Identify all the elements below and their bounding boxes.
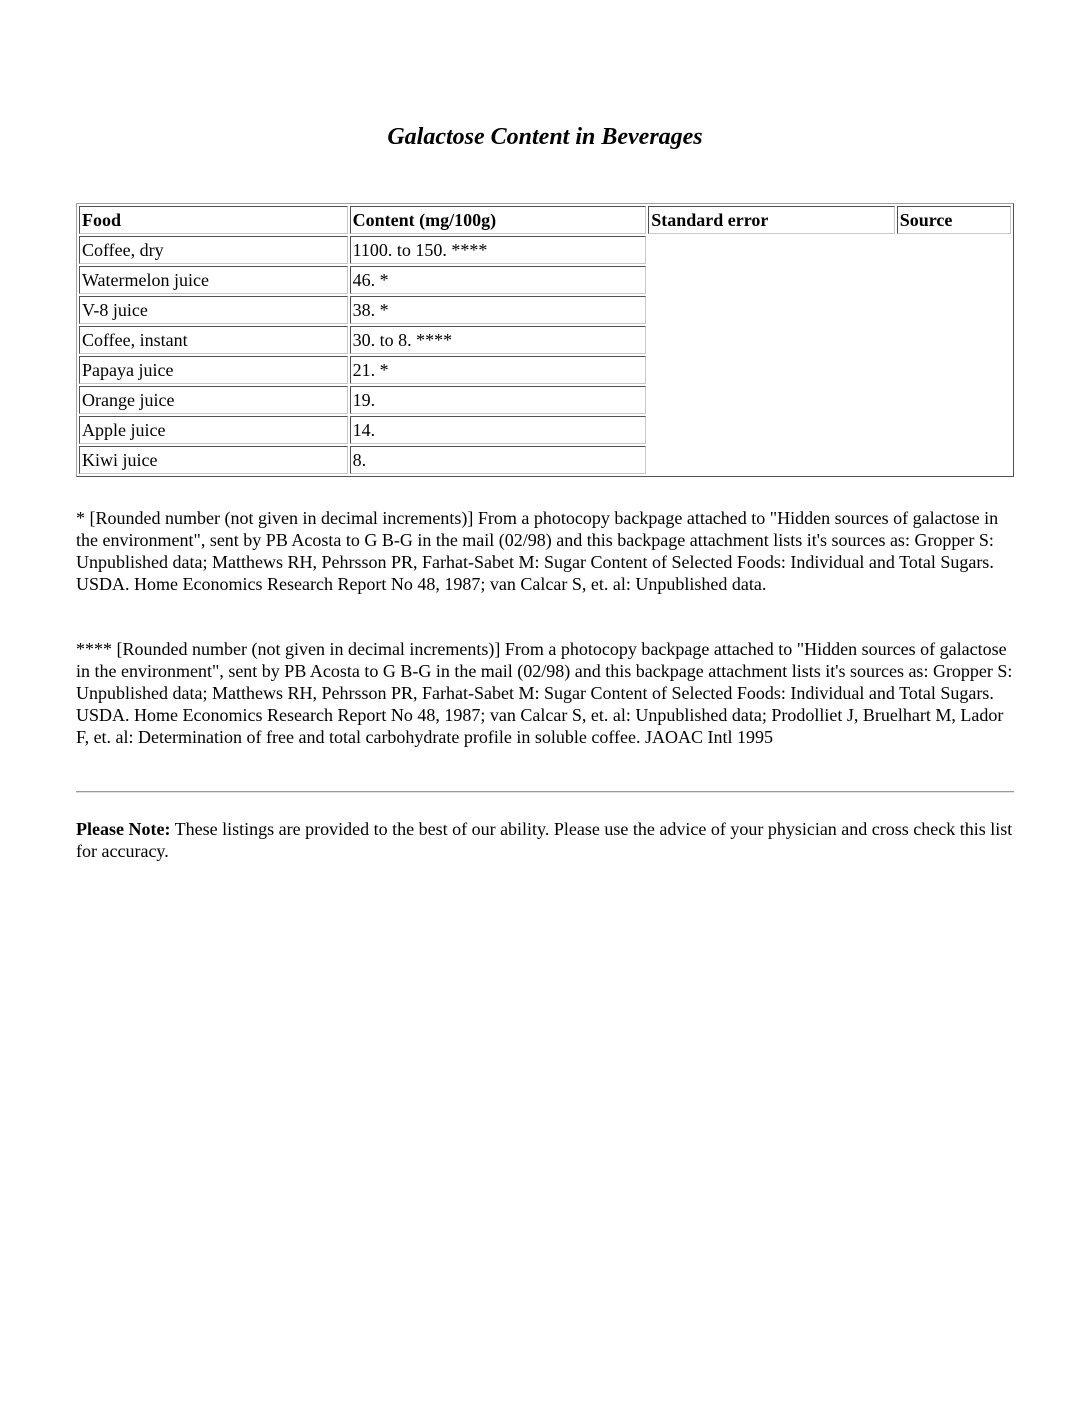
source-cell — [897, 326, 1011, 354]
please-note-label: Please Note: — [76, 819, 171, 839]
table-row — [79, 386, 1011, 414]
food-cell: V-8 juice — [79, 296, 348, 324]
table-row — [79, 236, 1011, 264]
food-cell: Coffee, instant — [79, 326, 348, 354]
content-cell: 21. * — [350, 356, 647, 384]
table-row — [79, 416, 1011, 444]
horizontal-divider — [76, 791, 1014, 793]
food-cell: Papaya juice — [79, 356, 348, 384]
content-cell: 8. — [350, 446, 647, 474]
content-cell: 38. * — [350, 296, 647, 324]
content-cell: 1100. to 150. **** — [350, 236, 647, 264]
source-cell — [897, 296, 1011, 324]
source-cell — [897, 386, 1011, 414]
food-cell: Coffee, dry — [79, 236, 348, 264]
header-source: Source — [897, 206, 1011, 234]
please-note-text: These listings are provided to the best of our ability. Please use the advice of your physician and cross check this list for accuracy. — [76, 819, 1013, 861]
content-cell: 14. — [350, 416, 647, 444]
standard-error-cell — [648, 236, 895, 264]
standard-error-cell — [648, 386, 895, 414]
content-cell: 46. * — [350, 266, 647, 294]
standard-error-cell — [648, 266, 895, 294]
table-header-row — [79, 206, 1011, 234]
standard-error-cell — [648, 356, 895, 384]
table-row — [79, 356, 1011, 384]
standard-error-cell — [648, 446, 895, 474]
source-cell — [897, 266, 1011, 294]
content-cell: 19. — [350, 386, 647, 414]
table-row — [79, 266, 1011, 294]
food-cell: Watermelon juice — [79, 266, 348, 294]
standard-error-cell — [648, 416, 895, 444]
food-cell: Orange juice — [79, 386, 348, 414]
table-row — [79, 326, 1011, 354]
food-cell: Apple juice — [79, 416, 348, 444]
content-cell: 30. to 8. **** — [350, 326, 647, 354]
standard-error-cell — [648, 326, 895, 354]
source-cell — [897, 416, 1011, 444]
source-cell — [897, 356, 1011, 384]
standard-error-cell — [648, 296, 895, 324]
header-food: Food — [79, 206, 348, 234]
please-note — [76, 818, 1014, 862]
source-cell — [897, 446, 1011, 474]
footnote-single-asterisk: * [Rounded number (not given in decimal increments)] From a photocopy backpage attached to "Hidden sources of galactose in the environment", sent by PB Acosta to G B-G in the mail (02/98) and this backpage attachment lists it's sources as: Gropper S: Unpublished data; Matthews RH, Pehrsson PR, Farhat-Sabet M: Sugar Content of Selected Foods: Individual and Total Sugars. USDA. Home Economics Research Report No 48, 1987; van Calcar S, et. al: Unpublished data. — [76, 508, 999, 594]
table-row — [79, 446, 1011, 474]
page-title: Galactose Content in Beverages — [387, 124, 703, 150]
header-content: Content (mg/100g) — [350, 206, 647, 234]
galactose-table — [76, 203, 1014, 477]
source-cell — [897, 236, 1011, 264]
header-standard-error: Standard error — [648, 206, 895, 234]
footnote-four-asterisks: **** [Rounded number (not given in decimal increments)] From a photocopy backpage attached to "Hidden sources of galactose in the environment", sent by PB Acosta to G B-G in the mail (02/98) and this backpage attachment lists it's sources as: Gropper S: Unpublished data; Matthews RH, Pehrsson PR, Farhat-Sabet M: Sugar Content of Selected Foods: Individual and Total Sugars. USDA. Home Economics Research Report No 48, 1987; van Calcar S, et. al: Unpublished data; Prodolliet J, Bruelhart M, Lador F, et. al: Determination of free and total carbohydrate profile in soluble coffee. JAOAC Intl 1995 — [76, 639, 1013, 747]
table-row — [79, 296, 1011, 324]
food-cell: Kiwi juice — [79, 446, 348, 474]
